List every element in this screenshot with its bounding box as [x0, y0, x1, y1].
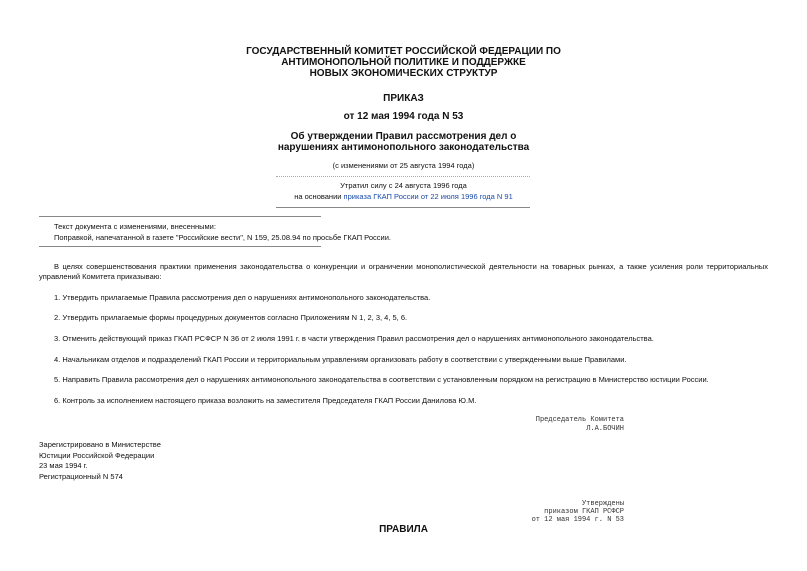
agency-name-line-3: НОВЫХ ЭКОНОМИЧЕСКИХ СТРУКТУР [309, 68, 498, 79]
basis-link[interactable]: приказа ГКАП России от 22 июля 1996 года N 91 [343, 192, 513, 201]
order-title: ПРИКАЗ [383, 93, 424, 104]
order-subject-line-1: Об утверждении Правил рассмотрения дел о [290, 131, 517, 142]
rules-title: ПРАВИЛА [379, 524, 428, 535]
order-item-4: 4. Начальникам отделов и подразделений ГКАП России и территориальным управлениям организовать работу в соответствии с утвержденными выше Правилами. [54, 355, 627, 364]
note-line-1: Текст документа с изменениями, внесенными: [54, 222, 216, 231]
order-item-2: 2. Утвердить прилагаемые формы процедурных документов согласно Приложениям N 1, 2, 3, 4, 5, 6. [54, 313, 408, 322]
registration-line-4: Регистрационный N 574 [39, 472, 123, 481]
registration-line-3: 23 мая 1994 г. [39, 461, 88, 470]
divider [276, 207, 530, 208]
order-item-3: 3. Отменить действующий приказ ГКАП РСФСР N 36 от 2 июля 1991 г. в части утверждения Правил рассмотрения дел о нарушениях антимонопольного законодательства. [54, 334, 654, 343]
order-item-6: 6. Контроль за исполнением настоящего приказа возложить на заместителя Председателя ГКАП России Данилова Ю.М. [54, 396, 477, 405]
basis-note [0, 192, 807, 202]
divider [39, 246, 321, 247]
approved-line-1: Утверждены [581, 500, 624, 508]
divider [39, 216, 321, 217]
agency-name-line-2: АНТИМОНОПОЛЬНОЙ ПОЛИТИКЕ И ПОДДЕРЖКЕ [281, 57, 526, 68]
approved-line-2: приказом ГКАП РСФСР [544, 508, 624, 516]
basis-prefix: на основании [294, 192, 344, 201]
order-item-1: 1. Утвердить прилагаемые Правила рассмотрения дел о нарушениях антимонопольного законодательства. [54, 293, 431, 302]
approved-line-3: от 12 мая 1994 г. N 53 [531, 516, 624, 524]
expired-note: Утратил силу с 24 августа 1996 года [340, 181, 467, 190]
agency-name-line-1: ГОСУДАРСТВЕННЫЙ КОМИТЕТ РОССИЙСКОЙ ФЕДЕРАЦИИ ПО [246, 46, 561, 57]
changes-note: (с изменениями от 25 августа 1994 года) [332, 161, 475, 170]
divider [276, 176, 530, 177]
order-subject-line-2: нарушениях антимонопольного законодательства [277, 142, 530, 153]
signature-position: Председатель Комитета [535, 416, 624, 424]
order-item-5: 5. Направить Правила рассмотрения дел о нарушениях антимонопольного законодательства в соответствии с установленным порядком на регистрацию в Министерство юстиции России. [54, 375, 709, 384]
signature-name: Л.А.БОЧИН [586, 425, 624, 433]
registration-line-2: Юстиции Российской Федерации [39, 451, 155, 460]
order-date: от 12 мая 1994 года N 53 [343, 111, 464, 122]
registration-line-1: Зарегистрировано в Министерстве [39, 440, 161, 449]
preamble: В целях совершенствования практики применения законодательства о конкуренции и ограничении монополистической деятельности на товарных рынках, а также усиления роли территориальных управлений Комитета приказываю: [39, 262, 768, 281]
note-line-2: Поправкой, напечатанной в газете "Российские вести", N 159, 25.08.94 по просьбе ГКАП России. [54, 233, 391, 242]
